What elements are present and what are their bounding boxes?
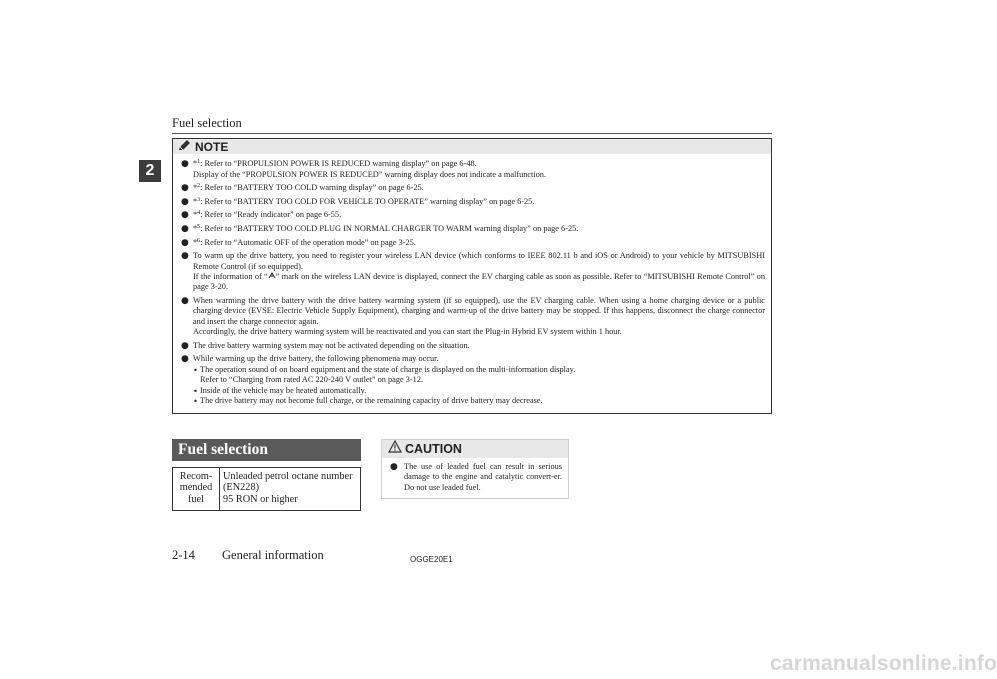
sub-list-item: • The operation sound of on board equipment and the state of charge is displayed on the multi-information display. Refer to “Charging from rated AC 220-240 V outlet” on page 3-12. — [193, 364, 576, 385]
caution-header — [382, 440, 568, 458]
list-item: ● *$^3$: Refer to “BATTERY TOO COLD FOR VEHICLE TO OPERATE” warning display” on page 6-25. — [181, 196, 535, 207]
note-body — [173, 154, 771, 406]
list-item: ● *$^4$: Refer to “Ready indicator” on page 6-55. — [181, 210, 342, 221]
warm-up-mark-icon — [268, 272, 276, 281]
header-title: Fuel selection — [172, 116, 242, 130]
list-item: ● While warming up the drive battery, the following phenomena may occur. • The operation sound of on board equipment and the state of charge is displayed on the multi-information display. Refer to “Charging from rated AC 220-240 V outlet” on page 3-12. • Inside of the vehicle may be heated automatically. • The drive battery may not become full charge, or the remaining capacity of drive battery may decrease. — [181, 354, 765, 406]
note-header — [173, 139, 771, 154]
bullet-icon: ● — [181, 196, 189, 207]
bullet-icon: ● — [181, 354, 189, 365]
caution-box — [381, 439, 569, 499]
bullet-icon: ● — [181, 251, 189, 262]
sub-list-item: • Inside of the vehicle may be heated automatically. — [193, 385, 367, 396]
document-code: OGGE20E1 — [410, 555, 453, 564]
sub-list-item: • The drive battery may not become full charge, or the remaining capacity of drive battery may decrease. — [193, 396, 543, 406]
bullet-icon: ● — [181, 340, 189, 351]
fuel-table — [172, 467, 361, 511]
bullet-icon: ● — [181, 237, 189, 248]
caution-body: ● The use of leaded fuel can result in serious damage to the engine and catalytic convert-er. Do not use leaded fuel. — [390, 462, 562, 492]
note-box — [172, 138, 772, 414]
bullet-icon: ● — [181, 183, 189, 194]
list-item: ● *$^5$: Refer to “BATTERY TOO COLD PLUG IN NORMAL CHARGER TO WARM warning display” on page 6-25. — [181, 223, 579, 234]
bullet-icon: ● — [181, 223, 189, 234]
header-rule — [172, 133, 772, 134]
warning-triangle-icon — [388, 440, 402, 458]
list-item: ● To warm up the drive battery, you need to register your wireless LAN device (which conforms to IEEE 802.11 b and iOS or Android) to your vehicle by MITSUBISHI Remote Control (if so equipped). If the information of “ ” mark on the wireless LAN device is displayed, connect the EV charging cable as soon as possible. Refer to “MITSUBISHI Remote Control” on page 3-20. — [181, 251, 765, 292]
bullet-icon: ● — [181, 210, 189, 221]
chapter-tab: 2 — [139, 160, 161, 182]
list-item: ● When warming the drive battery with the drive battery warming system (if so equipped), use the EV charging cable. When using a home charging device or a public charging device (EVSE: Electric Vehicle Supply Equipment), charging and warm-up of the drive battery may be stopped. If this happens, disconnect the charge connector and insert the charge connector again. Accordingly, the drive battery warming system will be reactivated and you can start the Plug-in Hybrid EV system within 1 hour. — [181, 295, 765, 337]
caution-label: CAUTION — [405, 442, 462, 456]
list-item: ● *$^1$: Refer to “PROPULSION POWER IS REDUCED warning display” on page 6-48. Display of the “PROPULSION POWER IS REDUCED” warning display does not indicate a malfunction. — [181, 159, 547, 179]
list-item: ● *$^2$: Refer to “BATTERY TOO COLD warning display” on page 6-25. — [181, 183, 424, 194]
list-item: ● *$^6$: Refer to “Automatic OFF of the operation mode” on page 3-25. — [181, 237, 416, 248]
page-number: 2-14 — [172, 548, 195, 562]
bullet-icon: ● — [390, 462, 398, 472]
watermark: carmanualsonline.info — [770, 652, 997, 675]
note-label: NOTE — [195, 139, 229, 154]
fuel-selection-heading: Fuel selection — [172, 439, 361, 461]
list-item: ● The drive battery warming system may not be activated depending on the situation. — [181, 340, 470, 351]
bullet-icon: ● — [181, 159, 189, 170]
bullet-icon: ● — [181, 295, 189, 306]
footer-section: General information — [222, 548, 324, 562]
pencil-icon — [178, 138, 192, 156]
fuel-table-label-cell: Recom- mended fuel — [173, 468, 220, 510]
fuel-table-value-cell: Unleaded petrol octane number (EN228) 95 RON or higher — [223, 471, 353, 505]
